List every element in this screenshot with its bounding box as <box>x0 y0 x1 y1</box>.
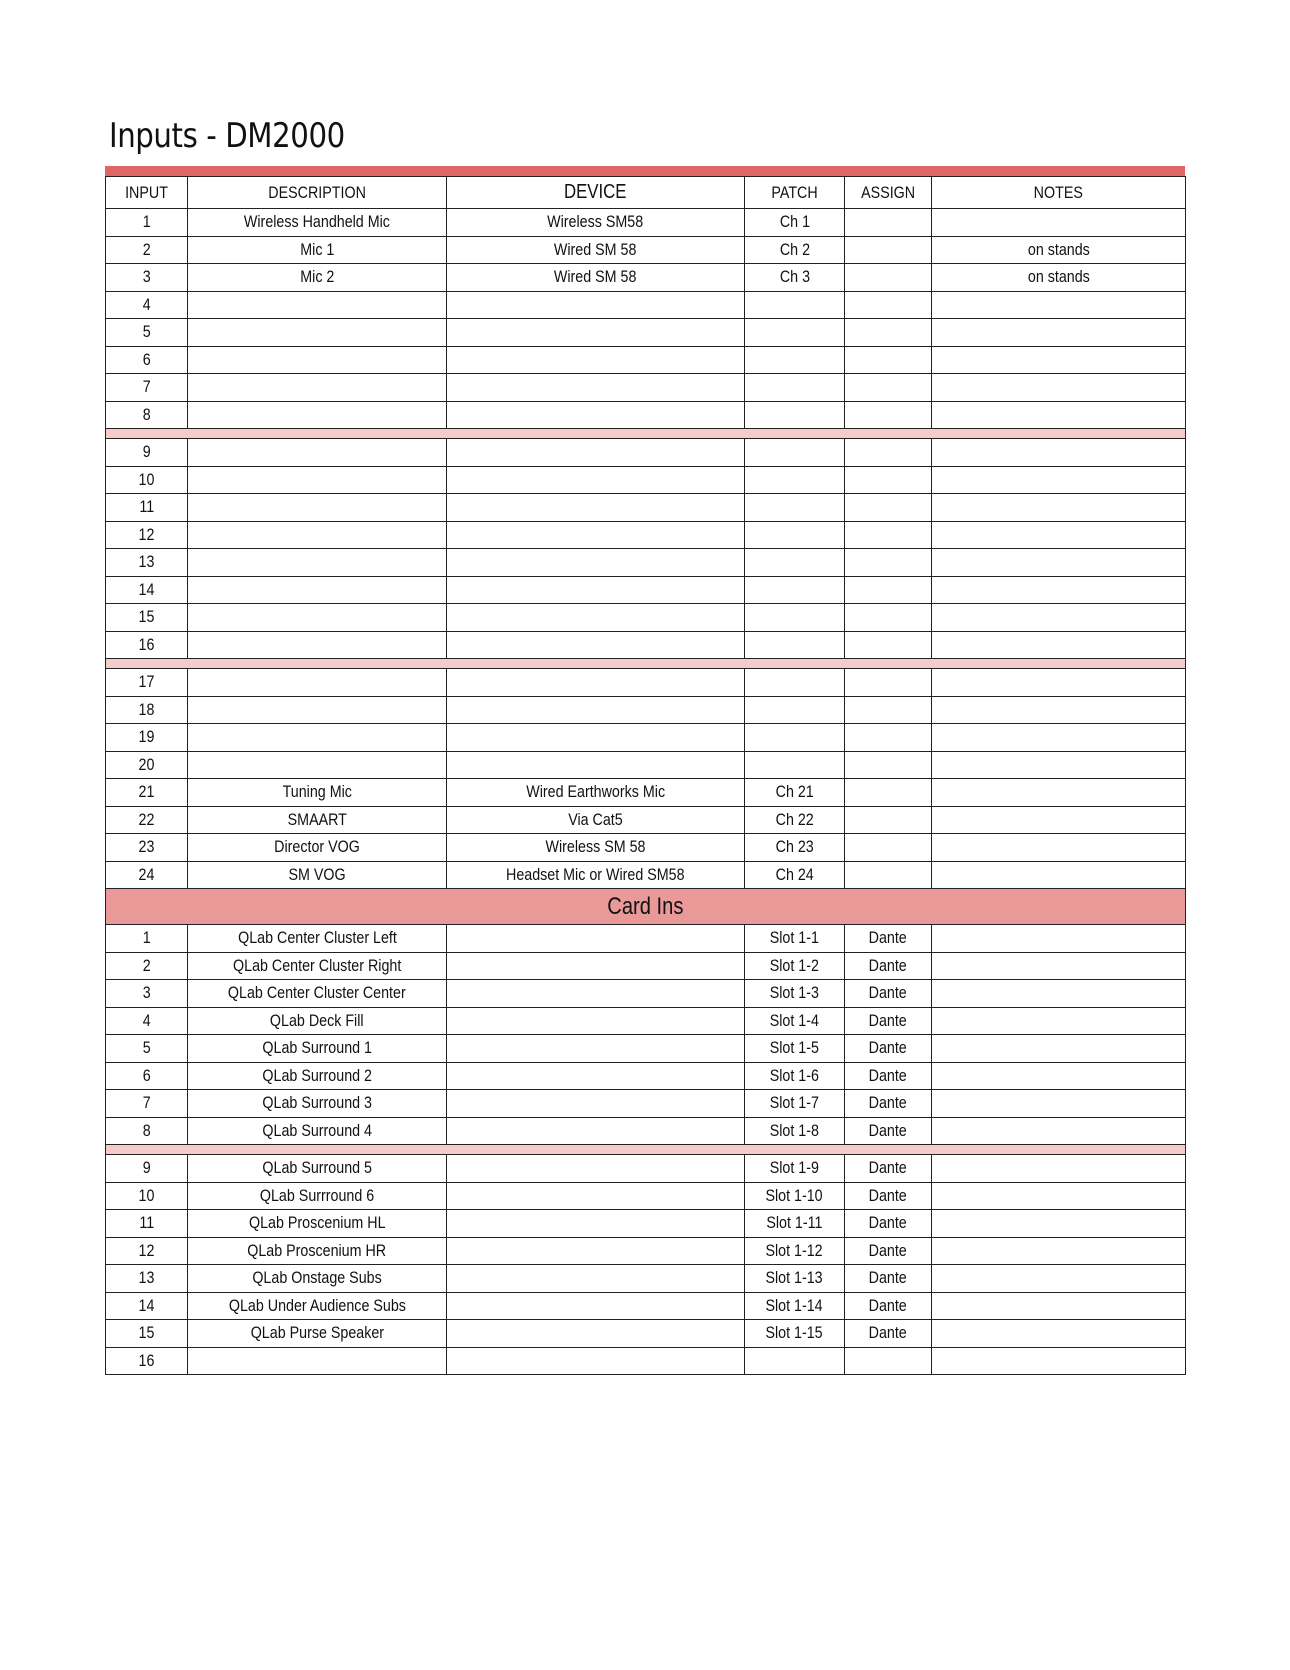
table-row <box>106 291 1186 319</box>
cell-input[interactable]: 20 <box>106 751 188 779</box>
cell-input[interactable]: 17 <box>106 669 188 697</box>
table-row <box>106 576 1186 604</box>
cell-notes[interactable] <box>932 549 1186 577</box>
cell-notes[interactable] <box>932 724 1186 752</box>
cell-notes[interactable] <box>932 779 1186 807</box>
cell-notes[interactable] <box>932 1117 1186 1145</box>
cell-notes[interactable] <box>932 209 1186 237</box>
cell-patch[interactable]: Slot 1-5 <box>745 1035 845 1063</box>
cell-input[interactable]: 13 <box>106 1265 188 1293</box>
cell-description[interactable]: QLab Purse Speaker <box>188 1320 447 1348</box>
cell-description[interactable] <box>188 549 447 577</box>
cell-assign[interactable] <box>845 439 932 467</box>
cell-patch[interactable] <box>745 1347 845 1375</box>
cell-assign[interactable] <box>845 1347 932 1375</box>
cell-patch[interactable]: Ch 2 <box>745 236 845 264</box>
cell-description[interactable] <box>188 346 447 374</box>
cell-description[interactable] <box>188 374 447 402</box>
cell-assign[interactable] <box>845 576 932 604</box>
table-row <box>106 1035 1186 1063</box>
cell-description[interactable] <box>188 669 447 697</box>
cell-description[interactable] <box>188 494 447 522</box>
cell-input[interactable]: 12 <box>106 1237 188 1265</box>
table-row <box>106 1155 1186 1183</box>
header-row <box>106 177 1186 209</box>
table-row <box>106 466 1186 494</box>
cell-device[interactable] <box>447 319 745 347</box>
table-row <box>106 549 1186 577</box>
cell-description[interactable] <box>188 291 447 319</box>
table-row <box>106 1090 1186 1118</box>
cell-notes[interactable] <box>932 751 1186 779</box>
cell-device[interactable] <box>447 1347 745 1375</box>
cell-patch[interactable]: Ch 21 <box>745 779 845 807</box>
cell-patch[interactable]: Slot 1-2 <box>745 952 845 980</box>
cell-device[interactable] <box>447 576 745 604</box>
table-row <box>106 1292 1186 1320</box>
cell-assign[interactable]: Dante <box>845 1182 932 1210</box>
cell-patch[interactable]: Ch 1 <box>745 209 845 237</box>
cell-input[interactable]: 21 <box>106 779 188 807</box>
cell-input[interactable]: 22 <box>106 806 188 834</box>
table-row <box>106 236 1186 264</box>
cell-description[interactable]: QLab Proscenium HR <box>188 1237 447 1265</box>
cell-input[interactable]: 11 <box>106 494 188 522</box>
cell-device[interactable] <box>447 549 745 577</box>
cell-input[interactable]: 19 <box>106 724 188 752</box>
cell-input[interactable]: 6 <box>106 346 188 374</box>
cell-patch[interactable] <box>745 669 845 697</box>
cell-device[interactable]: Wired SM 58 <box>447 236 745 264</box>
cell-device[interactable] <box>447 1117 745 1145</box>
cell-device[interactable] <box>447 346 745 374</box>
cell-description[interactable]: Director VOG <box>188 834 447 862</box>
section-header-card-ins <box>106 889 1186 925</box>
cell-notes[interactable] <box>932 925 1186 953</box>
cell-patch[interactable]: Slot 1-6 <box>745 1062 845 1090</box>
table-row <box>106 209 1186 237</box>
cell-notes[interactable] <box>932 466 1186 494</box>
cell-device[interactable] <box>447 1292 745 1320</box>
cell-assign[interactable]: Dante <box>845 1210 932 1238</box>
cell-patch[interactable]: Slot 1-12 <box>745 1237 845 1265</box>
cell-input[interactable]: 14 <box>106 576 188 604</box>
table-row <box>106 439 1186 467</box>
cell-notes[interactable] <box>932 1292 1186 1320</box>
cell-description[interactable] <box>188 751 447 779</box>
cell-patch[interactable] <box>745 401 845 429</box>
cell-device[interactable] <box>447 374 745 402</box>
cell-device[interactable] <box>447 952 745 980</box>
table-row <box>106 751 1186 779</box>
table-row <box>106 861 1186 889</box>
cell-patch[interactable]: Slot 1-8 <box>745 1117 845 1145</box>
cell-patch[interactable]: Slot 1-1 <box>745 925 845 953</box>
cell-patch[interactable] <box>745 696 845 724</box>
header-device: DEVICE <box>447 177 745 209</box>
table-row <box>106 319 1186 347</box>
cell-input[interactable]: 9 <box>106 439 188 467</box>
cell-device[interactable] <box>447 980 745 1008</box>
cell-description[interactable]: Tuning Mic <box>188 779 447 807</box>
cell-patch[interactable] <box>745 576 845 604</box>
cell-assign[interactable]: Dante <box>845 1320 932 1348</box>
cell-notes[interactable]: on stands <box>932 264 1186 292</box>
cell-device[interactable] <box>447 1210 745 1238</box>
cell-description[interactable]: QLab Surround 1 <box>188 1035 447 1063</box>
cell-notes[interactable] <box>932 521 1186 549</box>
cell-input[interactable]: 5 <box>106 1035 188 1063</box>
header-notes: NOTES <box>932 177 1186 209</box>
cell-description[interactable]: Wireless Handheld Mic <box>188 209 447 237</box>
cell-patch[interactable] <box>745 291 845 319</box>
table-row <box>106 1237 1186 1265</box>
cell-description[interactable]: SM VOG <box>188 861 447 889</box>
cell-description[interactable] <box>188 439 447 467</box>
cell-patch[interactable]: Slot 1-14 <box>745 1292 845 1320</box>
cell-description[interactable] <box>188 604 447 632</box>
page-title: Inputs - DM2000 <box>109 116 345 156</box>
cell-description[interactable] <box>188 401 447 429</box>
cell-description[interactable]: QLab Surround 5 <box>188 1155 447 1183</box>
cell-notes[interactable] <box>932 346 1186 374</box>
cell-assign[interactable]: Dante <box>845 1007 932 1035</box>
cell-input[interactable]: 4 <box>106 291 188 319</box>
cell-description[interactable]: QLab Center Cluster Center <box>188 980 447 1008</box>
cell-notes[interactable] <box>932 374 1186 402</box>
cell-patch[interactable]: Ch 22 <box>745 806 845 834</box>
cell-assign[interactable] <box>845 374 932 402</box>
cell-input[interactable]: 9 <box>106 1155 188 1183</box>
cell-patch[interactable] <box>745 319 845 347</box>
cell-notes[interactable] <box>932 1182 1186 1210</box>
cell-notes[interactable] <box>932 494 1186 522</box>
cell-assign[interactable] <box>845 834 932 862</box>
table-row <box>106 669 1186 697</box>
cell-description[interactable] <box>188 724 447 752</box>
cell-input[interactable]: 2 <box>106 236 188 264</box>
cell-device[interactable] <box>447 494 745 522</box>
cell-notes[interactable] <box>932 319 1186 347</box>
cell-input[interactable]: 8 <box>106 401 188 429</box>
cell-input[interactable]: 1 <box>106 925 188 953</box>
cell-notes[interactable] <box>932 401 1186 429</box>
cell-input[interactable]: 24 <box>106 861 188 889</box>
cell-patch[interactable]: Ch 23 <box>745 834 845 862</box>
cell-device[interactable] <box>447 291 745 319</box>
cell-patch[interactable] <box>745 494 845 522</box>
cell-input[interactable]: 12 <box>106 521 188 549</box>
cell-patch[interactable]: Slot 1-15 <box>745 1320 845 1348</box>
cell-input[interactable]: 1 <box>106 209 188 237</box>
cell-description[interactable]: QLab Surrround 6 <box>188 1182 447 1210</box>
cell-notes[interactable] <box>932 1007 1186 1035</box>
cell-assign[interactable] <box>845 806 932 834</box>
cell-assign[interactable] <box>845 751 932 779</box>
cell-device[interactable] <box>447 669 745 697</box>
cell-description[interactable]: QLab Deck Fill <box>188 1007 447 1035</box>
cell-input[interactable]: 10 <box>106 466 188 494</box>
cell-device[interactable] <box>447 631 745 659</box>
cell-patch[interactable]: Slot 1-9 <box>745 1155 845 1183</box>
inputs-table <box>105 176 1186 1375</box>
cell-input[interactable]: 15 <box>106 604 188 632</box>
cell-patch[interactable] <box>745 346 845 374</box>
cell-assign[interactable] <box>845 669 932 697</box>
cell-description[interactable] <box>188 1347 447 1375</box>
cell-notes[interactable] <box>932 1062 1186 1090</box>
cell-device[interactable] <box>447 521 745 549</box>
cell-device[interactable]: Wireless SM 58 <box>447 834 745 862</box>
cell-description[interactable]: QLab Center Cluster Right <box>188 952 447 980</box>
cell-description[interactable]: QLab Onstage Subs <box>188 1265 447 1293</box>
header-description: DESCRIPTION <box>188 177 447 209</box>
cell-assign[interactable] <box>845 209 932 237</box>
cell-device[interactable] <box>447 439 745 467</box>
cell-notes[interactable] <box>932 861 1186 889</box>
cell-patch[interactable]: Ch 3 <box>745 264 845 292</box>
cell-description[interactable] <box>188 696 447 724</box>
cell-device[interactable] <box>447 1265 745 1293</box>
cell-assign[interactable]: Dante <box>845 1117 932 1145</box>
cell-assign[interactable] <box>845 549 932 577</box>
cell-device[interactable] <box>447 1155 745 1183</box>
cell-description[interactable]: QLab Center Cluster Left <box>188 925 447 953</box>
cell-description[interactable] <box>188 576 447 604</box>
cell-notes[interactable]: on stands <box>932 236 1186 264</box>
table-row <box>106 346 1186 374</box>
cell-assign[interactable]: Dante <box>845 952 932 980</box>
cell-description[interactable]: QLab Under Audience Subs <box>188 1292 447 1320</box>
cell-device[interactable] <box>447 401 745 429</box>
cell-input[interactable]: 3 <box>106 980 188 1008</box>
cell-input[interactable]: 14 <box>106 1292 188 1320</box>
table-row <box>106 1182 1186 1210</box>
table-row <box>106 1062 1186 1090</box>
cell-patch[interactable]: Ch 24 <box>745 861 845 889</box>
cell-device[interactable] <box>447 1320 745 1348</box>
cell-patch[interactable] <box>745 521 845 549</box>
cell-patch[interactable]: Slot 1-3 <box>745 980 845 1008</box>
cell-description[interactable]: Mic 2 <box>188 264 447 292</box>
group-divider <box>106 659 1186 669</box>
cell-notes[interactable] <box>932 980 1186 1008</box>
cell-description[interactable] <box>188 466 447 494</box>
table-row <box>106 374 1186 402</box>
cell-input[interactable]: 10 <box>106 1182 188 1210</box>
header-assign: ASSIGN <box>845 177 932 209</box>
cell-description[interactable]: QLab Surround 3 <box>188 1090 447 1118</box>
cell-device[interactable] <box>447 696 745 724</box>
table-row <box>106 401 1186 429</box>
cell-assign[interactable] <box>845 494 932 522</box>
cell-assign[interactable] <box>845 346 932 374</box>
cell-device[interactable] <box>447 1062 745 1090</box>
cell-patch[interactable] <box>745 549 845 577</box>
cell-input[interactable]: 3 <box>106 264 188 292</box>
cell-description[interactable]: QLab Proscenium HL <box>188 1210 447 1238</box>
cell-patch[interactable] <box>745 439 845 467</box>
cell-assign[interactable] <box>845 291 932 319</box>
table-row <box>106 806 1186 834</box>
cell-assign[interactable] <box>845 724 932 752</box>
cell-notes[interactable] <box>932 1035 1186 1063</box>
title-rule <box>105 166 1185 176</box>
table-row <box>106 1320 1186 1348</box>
cell-input[interactable]: 11 <box>106 1210 188 1238</box>
cell-assign[interactable] <box>845 604 932 632</box>
cell-assign[interactable]: Dante <box>845 1090 932 1118</box>
cell-patch[interactable] <box>745 466 845 494</box>
cell-notes[interactable] <box>932 952 1186 980</box>
table-row <box>106 1117 1186 1145</box>
cell-assign[interactable]: Dante <box>845 980 932 1008</box>
cell-notes[interactable] <box>932 1320 1186 1348</box>
cell-device[interactable] <box>447 466 745 494</box>
cell-input[interactable]: 2 <box>106 952 188 980</box>
table-row <box>106 264 1186 292</box>
cell-device[interactable]: Wireless SM58 <box>447 209 745 237</box>
cell-notes[interactable] <box>932 631 1186 659</box>
cell-assign[interactable]: Dante <box>845 1035 932 1063</box>
cell-input[interactable]: 13 <box>106 549 188 577</box>
cell-device[interactable] <box>447 1035 745 1063</box>
table-row <box>106 952 1186 980</box>
cell-input[interactable]: 7 <box>106 374 188 402</box>
cell-device[interactable] <box>447 1237 745 1265</box>
cell-assign[interactable] <box>845 319 932 347</box>
table-row <box>106 521 1186 549</box>
cell-device[interactable]: Via Cat5 <box>447 806 745 834</box>
cell-assign[interactable] <box>845 861 932 889</box>
header-input: INPUT <box>106 177 188 209</box>
cell-notes[interactable] <box>932 439 1186 467</box>
cell-device[interactable]: Headset Mic or Wired SM58 <box>447 861 745 889</box>
table-row <box>106 779 1186 807</box>
cell-device[interactable]: Wired SM 58 <box>447 264 745 292</box>
cell-device[interactable] <box>447 1090 745 1118</box>
header-patch: PATCH <box>745 177 845 209</box>
cell-input[interactable]: 6 <box>106 1062 188 1090</box>
cell-notes[interactable] <box>932 669 1186 697</box>
cell-notes[interactable] <box>932 1155 1186 1183</box>
cell-assign[interactable]: Dante <box>845 1155 932 1183</box>
table-row <box>106 604 1186 632</box>
cell-assign[interactable] <box>845 401 932 429</box>
cell-input[interactable]: 5 <box>106 319 188 347</box>
cell-assign[interactable]: Dante <box>845 1237 932 1265</box>
cell-notes[interactable] <box>932 834 1186 862</box>
cell-notes[interactable] <box>932 1237 1186 1265</box>
cell-notes[interactable] <box>932 1265 1186 1293</box>
cell-input[interactable]: 18 <box>106 696 188 724</box>
table-row <box>106 1007 1186 1035</box>
cell-assign[interactable]: Dante <box>845 1265 932 1293</box>
cell-description[interactable]: QLab Surround 4 <box>188 1117 447 1145</box>
cell-patch[interactable]: Slot 1-13 <box>745 1265 845 1293</box>
cell-device[interactable] <box>447 604 745 632</box>
table-row <box>106 1347 1186 1375</box>
cell-patch[interactable] <box>745 751 845 779</box>
cell-assign[interactable]: Dante <box>845 1292 932 1320</box>
group-divider <box>106 1145 1186 1155</box>
cell-device[interactable]: Wired Earthworks Mic <box>447 779 745 807</box>
cell-input[interactable]: 8 <box>106 1117 188 1145</box>
cell-patch[interactable] <box>745 631 845 659</box>
cell-device[interactable] <box>447 1182 745 1210</box>
cell-patch[interactable] <box>745 724 845 752</box>
cell-notes[interactable] <box>932 1347 1186 1375</box>
cell-notes[interactable] <box>932 1210 1186 1238</box>
table-row <box>106 631 1186 659</box>
cell-description[interactable]: SMAART <box>188 806 447 834</box>
table-row <box>106 1210 1186 1238</box>
table-row <box>106 925 1186 953</box>
cell-description[interactable] <box>188 521 447 549</box>
cell-assign[interactable] <box>845 779 932 807</box>
table-row <box>106 696 1186 724</box>
cell-notes[interactable] <box>932 1090 1186 1118</box>
cell-assign[interactable] <box>845 521 932 549</box>
cell-patch[interactable]: Slot 1-11 <box>745 1210 845 1238</box>
cell-input[interactable]: 4 <box>106 1007 188 1035</box>
cell-assign[interactable] <box>845 631 932 659</box>
cell-assign[interactable]: Dante <box>845 925 932 953</box>
table-row <box>106 980 1186 1008</box>
cell-patch[interactable] <box>745 604 845 632</box>
cell-device[interactable] <box>447 751 745 779</box>
cell-description[interactable]: Mic 1 <box>188 236 447 264</box>
cell-notes[interactable] <box>932 604 1186 632</box>
cell-notes[interactable] <box>932 806 1186 834</box>
cell-notes[interactable] <box>932 291 1186 319</box>
cell-assign[interactable] <box>845 236 932 264</box>
section-title: Card Ins <box>106 889 1186 925</box>
cell-patch[interactable]: Slot 1-10 <box>745 1182 845 1210</box>
group-divider <box>106 429 1186 439</box>
cell-input[interactable]: 16 <box>106 1347 188 1375</box>
cell-notes[interactable] <box>932 696 1186 724</box>
cell-input[interactable]: 16 <box>106 631 188 659</box>
cell-patch[interactable] <box>745 374 845 402</box>
table-row <box>106 724 1186 752</box>
table-row <box>106 494 1186 522</box>
cell-device[interactable] <box>447 925 745 953</box>
cell-patch[interactable]: Slot 1-4 <box>745 1007 845 1035</box>
cell-input[interactable]: 23 <box>106 834 188 862</box>
cell-assign[interactable] <box>845 264 932 292</box>
cell-assign[interactable]: Dante <box>845 1062 932 1090</box>
cell-notes[interactable] <box>932 576 1186 604</box>
cell-description[interactable]: QLab Surround 2 <box>188 1062 447 1090</box>
cell-assign[interactable] <box>845 696 932 724</box>
cell-input[interactable]: 7 <box>106 1090 188 1118</box>
table-row <box>106 1265 1186 1293</box>
cell-description[interactable] <box>188 631 447 659</box>
table-row <box>106 834 1186 862</box>
cell-input[interactable]: 15 <box>106 1320 188 1348</box>
cell-patch[interactable]: Slot 1-7 <box>745 1090 845 1118</box>
cell-description[interactable] <box>188 319 447 347</box>
cell-device[interactable] <box>447 724 745 752</box>
cell-assign[interactable] <box>845 466 932 494</box>
cell-device[interactable] <box>447 1007 745 1035</box>
